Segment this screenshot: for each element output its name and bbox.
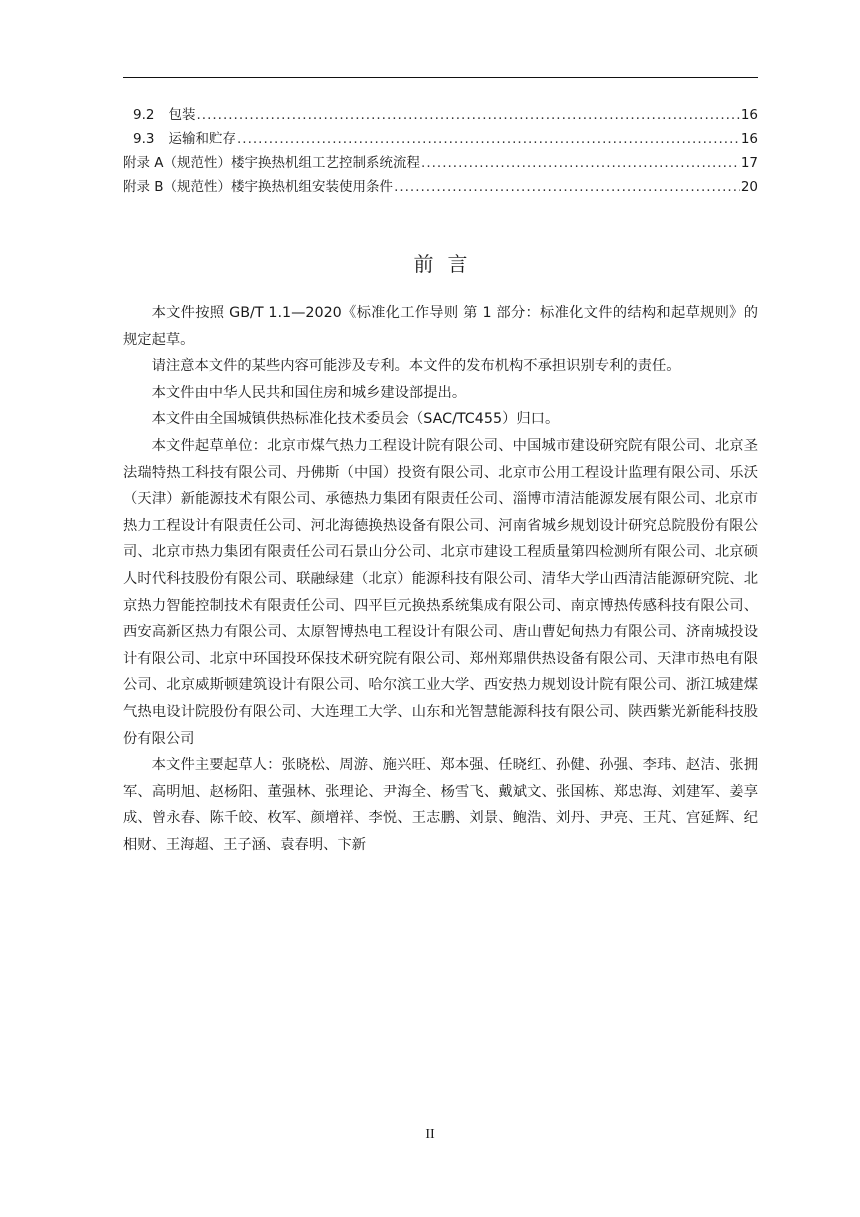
toc-entry-title: 附录 A（规范性）楼宇换热机组工艺控制系统流程 [123,155,421,171]
toc-entry-9-2[interactable] [123,103,758,127]
paragraph-drafting-rules: 本文件按照 GB/T 1.1—2020《标准化工作导则 第 1 部分：标准化文件的结构和起草规则》的规定起草。 [123,305,758,348]
paragraph-drafters: 本文件主要起草人：张晓松、周游、施兴旺、郑本强、任晓红、孙健、孙强、李玮、赵洁、张拥军、高明旭、赵杨阳、董强林、张理论、尹海全、杨雪飞、戴斌文、张国栋、郑忠海、刘建军、姜享成、曾永春、陈千皎、枚军、颜增祥、李悦、王志鹏、刘景、鲍浩、刘丹、尹亮、王芃、宫延辉、纪相财、王海超、王子涵、袁春明、卞新 [123,757,758,853]
toc-entry-page: 20 [740,179,758,195]
foreword-body [123,300,758,858]
toc-leader-dots [394,179,740,195]
toc-leader-dots [237,131,740,147]
toc-entry-number: 9.2 [133,107,155,123]
table-of-contents [123,103,758,199]
paragraph-proposer: 本文件由中华人民共和国住房和城乡建设部提出。 [151,384,467,401]
toc-entry-page: 16 [740,131,758,147]
toc-entry-number: 9.3 [133,131,155,147]
toc-entry-appendix-b[interactable] [123,175,758,199]
toc-entry-title: 包装 [168,107,196,123]
toc-entry-page: 17 [740,155,758,171]
paragraph-patent-notice: 请注意本文件的某些内容可能涉及专利。本文件的发布机构不承担识别专利的责任。 [151,358,681,375]
toc-leader-dots [196,107,739,123]
toc-entry-title: 附录 B（规范性）楼宇换热机组安装使用条件 [123,179,394,195]
toc-leader-dots [421,155,740,171]
paragraph-committee: 本文件由全国城镇供热标准化技术委员会（SAC/TC455）归口。 [151,411,560,428]
toc-entry-title: 运输和贮存 [168,131,236,147]
toc-entry-9-3[interactable] [123,127,758,151]
toc-entry-page: 16 [740,107,758,123]
page-number: II [425,1127,435,1142]
section-heading: 前言 [413,252,482,276]
paragraph-drafting-units: 本文件起草单位：北京市煤气热力工程设计院有限公司、中国城市建设研究院有限公司、北京圣法瑞特热工科技有限公司、丹佛斯（中国）投资有限公司、北京市公用工程设计监理有限公司、乐沃（天津）新能源技术有限公司、承德热力集团有限责任公司、淄博市清洁能源发展有限公司、北京市热力工程设计有限责任公司、河北海德换热设备有限公司、河南省城乡规划设计研究总院股份有限公司、北京市热力集团有限责任公司石景山分公司、北京市建设工程质量第四检测所有限公司、北京硕人时代科技股份有限公司、联融绿建（北京）能源科技有限公司、清华大学山西清洁能源研究院、北京热力智能控制技术有限责任公司、四平巨元换热系统集成有限公司、南京博热传感科技有限公司、西安高新区热力有限公司、太原智博热电工程设计有限公司、唐山曹妃甸热力有限公司、济南城投设计有限公司、北京中环国投环保技术研究院有限公司、郑州郑鼎供热设备有限公司、天津市热电有限公司、北京威斯顿建筑设计有限公司、哈尔滨工业大学、西安热力规划设计院有限公司、浙江城建煤气热电设计院股份有限公司、大连理工大学、山东和光智慧能源科技有限公司、陕西紫光新能科技股份有限公司 [123,437,758,747]
header-rule [123,77,758,78]
toc-entry-appendix-a[interactable] [123,151,758,175]
